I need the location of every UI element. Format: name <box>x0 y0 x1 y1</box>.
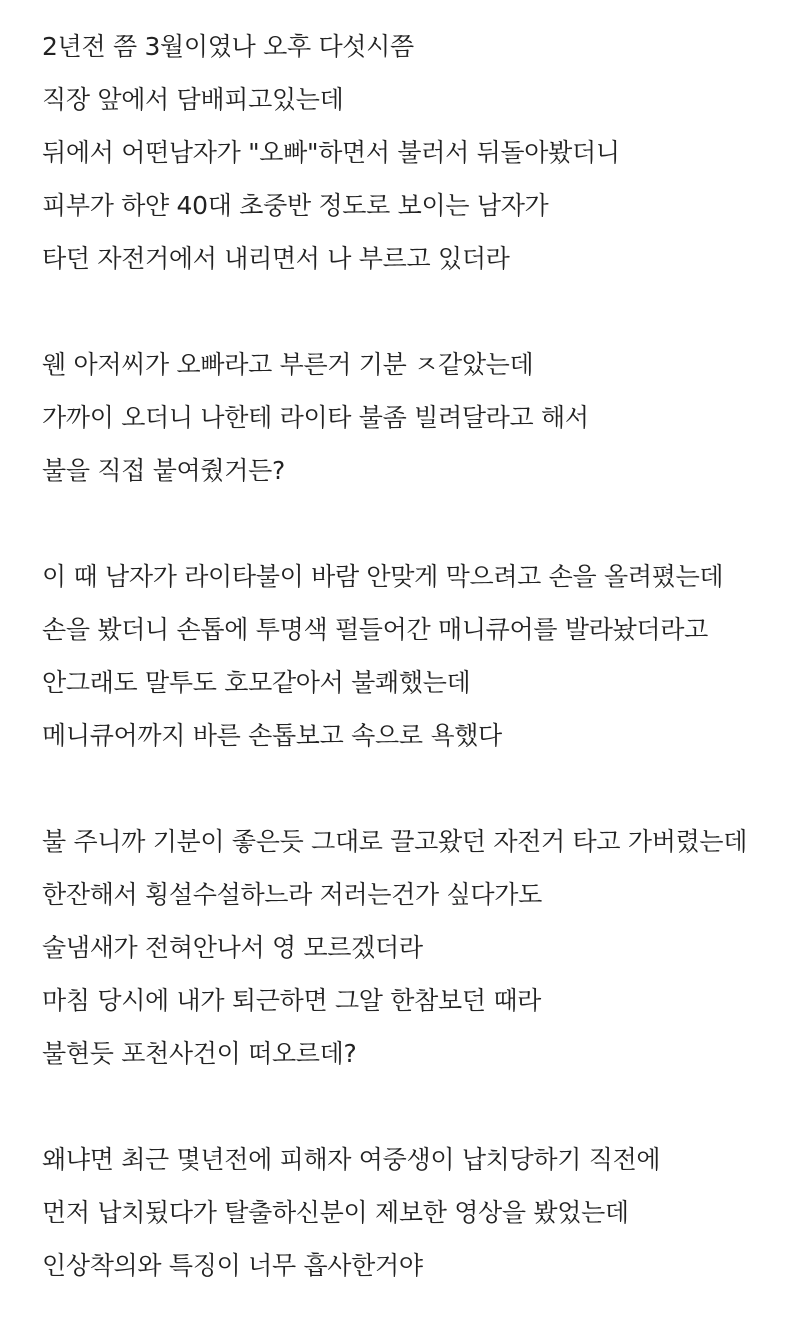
text-line: 2년전 쯤 3월이였나 오후 다섯시쯤 <box>42 32 414 61</box>
text-line: 뒤에서 어떤남자가 "오빠"하면서 불러서 뒤돌아봤더니 <box>42 138 620 167</box>
text-line: 메니큐어까지 바른 손톱보고 속으로 욕했다 <box>42 721 502 750</box>
text-line: 불을 직접 붙여줬거든? <box>42 456 285 485</box>
text-line: 안그래도 말투도 호모같아서 불쾌했는데 <box>42 668 471 697</box>
paragraph-5 <box>42 1133 800 1292</box>
paragraph-2 <box>42 338 800 497</box>
text-line: 인상착의와 특징이 너무 흡사한거야 <box>42 1251 423 1280</box>
text-line: 왜냐면 최근 몇년전에 피해자 여중생이 납치당하기 직전에 <box>42 1145 661 1174</box>
text-line: 불 주니까 기분이 좋은듯 그대로 끌고왔던 자전거 타고 가버렸는데 <box>42 827 748 856</box>
text-line: 한잔해서 횡설수설하느라 저러는건가 싶다가도 <box>42 880 542 909</box>
text-line: 피부가 하얀 40대 초중반 정도로 보이는 남자가 <box>42 191 549 220</box>
paragraph-4 <box>42 815 800 1080</box>
text-line: 불현듯 포천사건이 떠오르데? <box>42 1039 357 1068</box>
text-line: 웬 아저씨가 오빠라고 부른거 기분 ㅈ같았는데 <box>42 350 534 379</box>
text-line: 가까이 오더니 나한테 라이타 불좀 빌려달라고 해서 <box>42 403 589 432</box>
text-line: 직장 앞에서 담배피고있는데 <box>42 85 344 114</box>
text-line: 술냄새가 전혀안나서 영 모르겠더라 <box>42 933 423 962</box>
text-line: 마침 당시에 내가 퇴근하면 그알 한참보던 때라 <box>42 986 542 1015</box>
text-line: 이 때 남자가 라이타불이 바람 안맞게 막으려고 손을 올려폈는데 <box>42 562 724 591</box>
text-line: 타던 자전거에서 내리면서 나 부르고 있더라 <box>42 244 510 273</box>
paragraph-1 <box>42 20 800 285</box>
paragraph-3 <box>42 550 800 762</box>
text-line: 손을 봤더니 손톱에 투명색 펄들어간 매니큐어를 발라놨더라고 <box>42 615 708 644</box>
text-line: 먼저 납치됬다가 탈출하신분이 제보한 영상을 봤었는데 <box>42 1198 629 1227</box>
